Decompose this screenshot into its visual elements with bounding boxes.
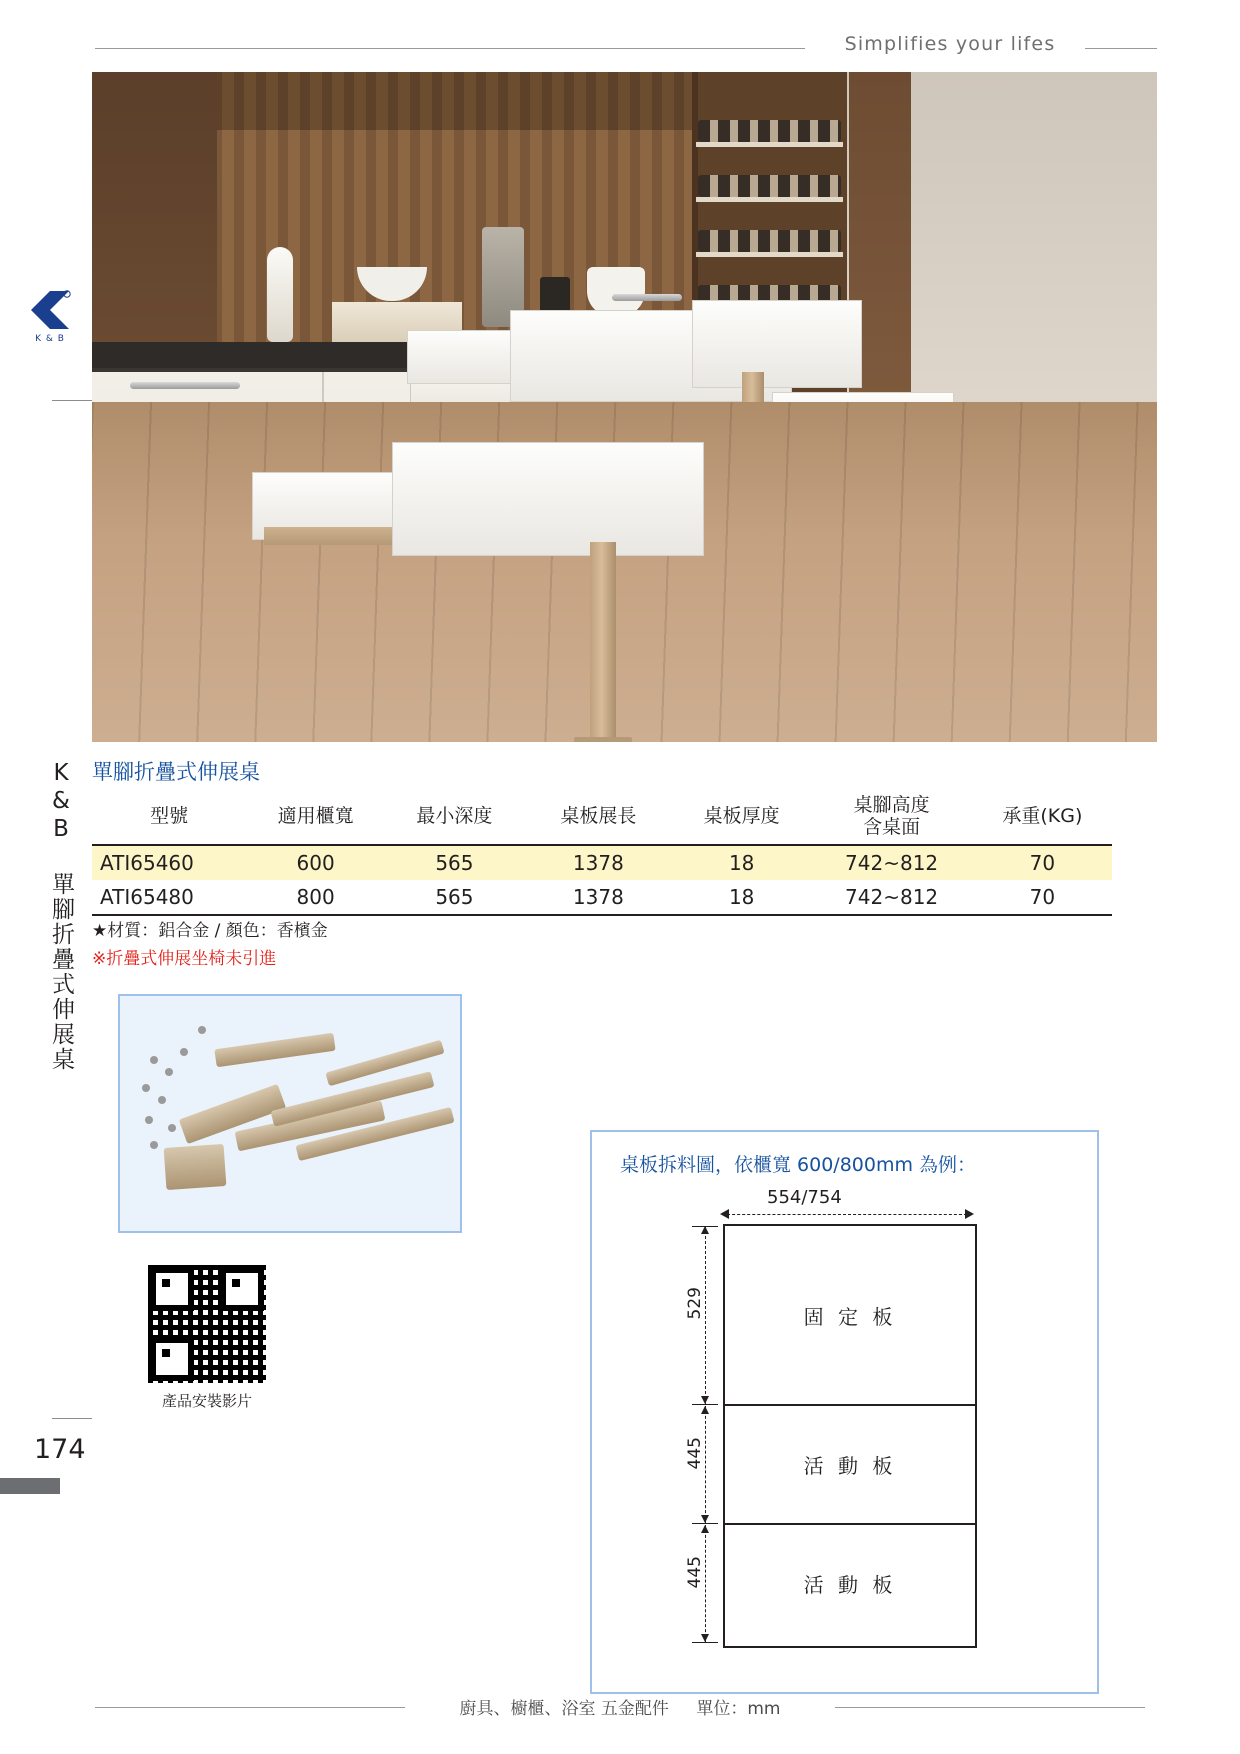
qr-finder-icon bbox=[150, 1337, 194, 1381]
cell-cabinet-width: 800 bbox=[296, 885, 335, 909]
page-marker-bar bbox=[0, 1478, 60, 1494]
cell-model: ATI65460 bbox=[100, 851, 194, 875]
footer-rule-right bbox=[835, 1707, 1145, 1708]
diagram-tick bbox=[692, 1642, 718, 1643]
spec-table-head bbox=[92, 792, 1112, 845]
header-min-depth: 最小深度 bbox=[416, 805, 493, 827]
cell-min-depth: 565 bbox=[435, 885, 474, 909]
panel-movable-2: 活 動 板 bbox=[803, 1573, 897, 1597]
photo-drawer-handle bbox=[612, 294, 682, 301]
diagram-arrow-up-icon bbox=[701, 1406, 709, 1414]
diagram-vdim-line-1 bbox=[705, 1226, 707, 1404]
qr-finder-icon bbox=[220, 1267, 264, 1311]
cell-thickness: 18 bbox=[728, 851, 755, 875]
qr-finder-icon bbox=[150, 1267, 194, 1311]
diagram-arrow-up-icon bbox=[701, 1226, 709, 1234]
diagram-tick bbox=[692, 1523, 718, 1524]
diagram-arrow-up-icon bbox=[701, 1525, 709, 1533]
qr-code[interactable] bbox=[148, 1265, 266, 1383]
cell-model: ATI65480 bbox=[100, 885, 194, 909]
brand-logo bbox=[22, 288, 78, 350]
note-material: ★材質：鋁合金 / 顏色：香檳金 bbox=[92, 921, 328, 941]
header-rule-left bbox=[95, 48, 805, 49]
footer bbox=[405, 1694, 835, 1719]
header-tagline: Simplifies your lifes bbox=[844, 33, 1056, 55]
product-photo bbox=[92, 72, 1157, 742]
spine-tick-top bbox=[52, 400, 92, 401]
part-screw bbox=[150, 1056, 158, 1064]
part-screw bbox=[168, 1124, 176, 1132]
header-leg-height bbox=[810, 792, 972, 845]
footer-unit: 單位：mm bbox=[696, 1699, 781, 1719]
kb-logo-icon bbox=[28, 288, 72, 332]
part-leg-block bbox=[164, 1144, 227, 1190]
cell-leg-height: 742~812 bbox=[845, 851, 939, 875]
header-leg-height-line2: 含桌面 bbox=[863, 816, 921, 838]
part-screw bbox=[158, 1096, 166, 1104]
panel-stack bbox=[723, 1224, 977, 1648]
logo-text: K & B bbox=[35, 334, 65, 344]
part-screw bbox=[180, 1048, 188, 1056]
panel-cut-diagram bbox=[590, 1130, 1099, 1694]
photo-slat-top bbox=[212, 72, 692, 130]
panel-movable-1: 活 動 板 bbox=[725, 1406, 975, 1525]
header-load: 承重(KG) bbox=[1002, 805, 1083, 827]
cell-cabinet-width: 600 bbox=[296, 851, 335, 875]
footer-rule-left bbox=[95, 1707, 405, 1708]
diagram-vdim-line-2 bbox=[705, 1406, 707, 1523]
diagram-arrow-left-icon bbox=[720, 1209, 729, 1219]
header-thickness: 桌板厚度 bbox=[703, 805, 780, 827]
photo-wine-bottles bbox=[698, 230, 841, 252]
photo-floor bbox=[92, 402, 1157, 742]
photo-decor-vase bbox=[267, 247, 293, 342]
part-screw bbox=[198, 1026, 206, 1034]
photo-wine-shelf bbox=[696, 197, 843, 202]
part-screw bbox=[165, 1068, 173, 1076]
photo-wine-bottles bbox=[698, 120, 841, 142]
page-title: 單腳折疊式伸展桌 bbox=[92, 760, 260, 784]
part-rail bbox=[214, 1033, 335, 1068]
qr-block bbox=[148, 1265, 266, 1411]
diagram-vdim-line-3 bbox=[705, 1525, 707, 1642]
diagram-dimension-1: 529 bbox=[685, 1287, 705, 1320]
cell-extended-length: 1378 bbox=[572, 885, 624, 909]
page-number: 174 bbox=[34, 1434, 86, 1465]
spec-table bbox=[92, 792, 1112, 916]
qr-caption: 產品安裝影片 bbox=[161, 1392, 252, 1410]
photo-wine-shelf bbox=[696, 142, 843, 147]
diagram-tick bbox=[692, 1404, 718, 1405]
note-warning: ※折疊式伸展坐椅未引進 bbox=[92, 949, 277, 969]
spine-title: K&B 單腳折疊式伸展桌 bbox=[48, 760, 74, 1072]
cell-thickness: 18 bbox=[728, 885, 755, 909]
panel-fixed: 固 定 板 bbox=[725, 1226, 975, 1406]
cell-load: 70 bbox=[1029, 851, 1056, 875]
diagram-arrow-down-icon bbox=[701, 1396, 709, 1404]
photo-drawer-handle bbox=[130, 382, 240, 389]
table-row bbox=[92, 845, 1112, 880]
part-screw bbox=[145, 1116, 153, 1124]
spine-tick-bottom bbox=[52, 1418, 92, 1419]
cell-min-depth: 565 bbox=[435, 851, 474, 875]
spec-table-body bbox=[92, 845, 1112, 915]
diagram-dimension-3: 445 bbox=[685, 1556, 705, 1589]
cell-leg-height: 742~812 bbox=[845, 885, 939, 909]
page-header bbox=[0, 0, 1240, 62]
table-row bbox=[92, 880, 1112, 915]
diagram-dimension-2: 445 bbox=[685, 1437, 705, 1470]
header-leg-height-line1: 桌腳高度 bbox=[853, 794, 930, 816]
cell-load: 70 bbox=[1029, 885, 1056, 909]
cell-extended-length: 1378 bbox=[572, 851, 624, 875]
diagram-top-dimension-line bbox=[722, 1214, 972, 1215]
part-screw bbox=[150, 1141, 158, 1149]
header-extended-length: 桌板展長 bbox=[560, 805, 637, 827]
diagram-top-dimension-label: 554/754 bbox=[767, 1187, 842, 1208]
header-rule-right bbox=[1085, 48, 1157, 49]
parts-photo bbox=[118, 994, 462, 1233]
footer-category: 廚具、櫥櫃、浴室 五金配件 bbox=[459, 1699, 669, 1719]
diagram-arrow-right-icon bbox=[965, 1209, 974, 1219]
diagram-arrow-down-icon bbox=[701, 1634, 709, 1642]
photo-wine-shelf bbox=[696, 252, 843, 257]
part-screw bbox=[142, 1084, 150, 1092]
header-cabinet-width: 適用櫃寬 bbox=[277, 805, 354, 827]
photo-wine-bottles bbox=[698, 175, 841, 197]
diagram-arrow-down-icon bbox=[701, 1515, 709, 1523]
header-model: 型號 bbox=[150, 805, 189, 827]
photo-tabletop bbox=[692, 300, 862, 388]
spec-table-header-row bbox=[92, 792, 1112, 845]
diagram-title: 桌板拆料圖，依櫃寬 600/800mm 為例： bbox=[620, 1154, 977, 1176]
